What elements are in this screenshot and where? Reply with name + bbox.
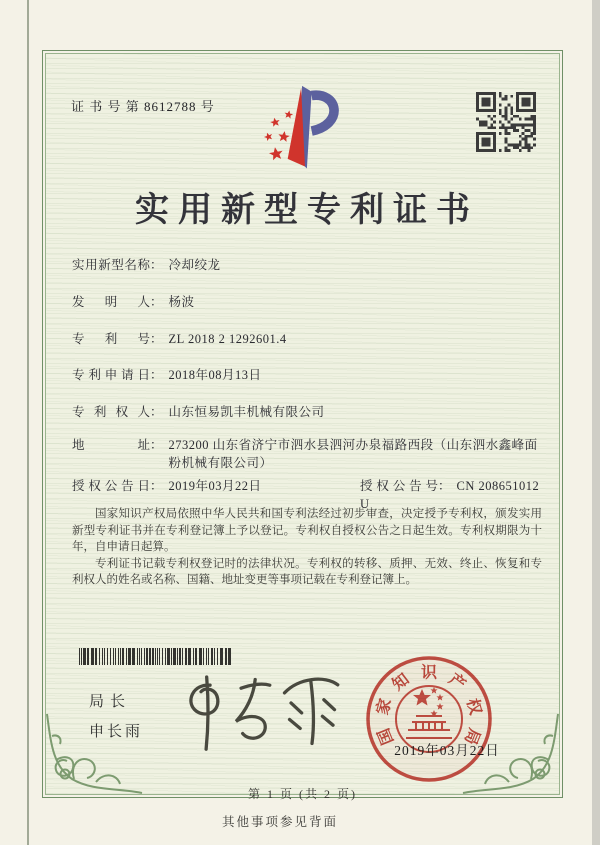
field-label: 授权公告号	[360, 479, 438, 493]
field-label: 专利权人	[72, 405, 150, 419]
field-row-patentee: 专利权人： 山东恒易凯丰机械有限公司	[72, 405, 325, 419]
field-value: CN 208651012 U	[360, 479, 540, 511]
scan-edge-right	[592, 0, 600, 845]
legal-paragraph-1: 国家知识产权局依照中华人民共和国专利法经过初步审查，决定授予专利权，颁发实用新型专利证书并在专利登记簿上予以登记。专利权自授权公告之日起生效。专利权期限为十年，自申请日起算。	[72, 508, 542, 553]
field-value: 冷却绞龙	[168, 258, 221, 272]
field-value: 2019年03月22日	[168, 479, 262, 493]
seal-text-char: 局	[460, 725, 483, 747]
field-row-inventor: 发明人： 杨波	[72, 295, 195, 309]
seal-text-char: 权	[463, 696, 484, 717]
certificate-title: 实用新型专利证书	[135, 192, 479, 229]
barcode	[79, 648, 234, 665]
official-seal	[364, 654, 494, 784]
field-label: 发明人	[72, 295, 150, 309]
field-value: ZL 2018 2 1292601.4	[168, 332, 287, 346]
director-block	[89, 690, 143, 741]
director-name: 申长雨	[89, 724, 144, 740]
field-label: 专利申请日	[72, 368, 150, 382]
scan-edge-left	[27, 0, 29, 845]
seal-text-char: 识	[420, 664, 438, 682]
field-row-patent-number: 专利号： ZL 2018 2 1292601.4	[72, 332, 287, 346]
seal-date: 2019年03月22日	[394, 743, 500, 758]
field-row-grant	[72, 477, 542, 511]
field-label: 专利号	[72, 332, 150, 346]
back-side-note: 其他事项参见背面	[221, 815, 338, 829]
certificate-number: 证 书 号 第 8612788 号	[71, 99, 215, 114]
legal-text	[72, 506, 542, 589]
grant-number-pair: 授权公告号： CN 208651012 U	[360, 479, 540, 511]
field-row-address: 地址： 273200 山东省济宁市泗水县泗河办泉福路西段（山东泗水鑫峰面粉机械有限公司）	[72, 436, 542, 472]
cnipa-patent-logo-icon	[256, 84, 352, 172]
field-value: 杨波	[168, 295, 195, 309]
certificate-frame	[42, 50, 563, 801]
seal-text-char: 家	[374, 696, 395, 717]
field-row-filing-date: 专利申请日： 2018年08月13日	[72, 368, 262, 382]
field-row-utility-name: 实用新型名称： 冷却绞龙	[72, 258, 221, 272]
grant-date-pair: 授权公告日： 2019年03月22日	[72, 479, 262, 493]
seal-text-char: 产	[445, 670, 469, 695]
director-title: 局长	[89, 694, 132, 710]
seal-text-char: 国	[375, 725, 398, 747]
seal-text-char: 知	[389, 670, 413, 695]
field-label: 地址	[72, 438, 150, 452]
field-value: 273200 山东省济宁市泗水县泗河办泉福路西段（山东泗水鑫峰面粉机械有限公司）	[168, 438, 538, 470]
qr-code-icon	[476, 92, 536, 152]
director-signature	[173, 666, 351, 760]
field-label: 实用新型名称	[72, 258, 150, 272]
field-value: 2018年08月13日	[168, 368, 262, 382]
field-label: 授权公告日	[72, 479, 150, 493]
page-number: 第 1 页 (共 2 页)	[248, 787, 357, 801]
legal-paragraph-2: 专利证书记载专利权登记时的法律状况。专利权的转移、质押、无效、终止、恢复和专利权人的姓名或名称、国籍、地址变更等事项记载在专利登记簿上。	[72, 557, 542, 586]
field-value: 山东恒易凯丰机械有限公司	[168, 405, 325, 419]
